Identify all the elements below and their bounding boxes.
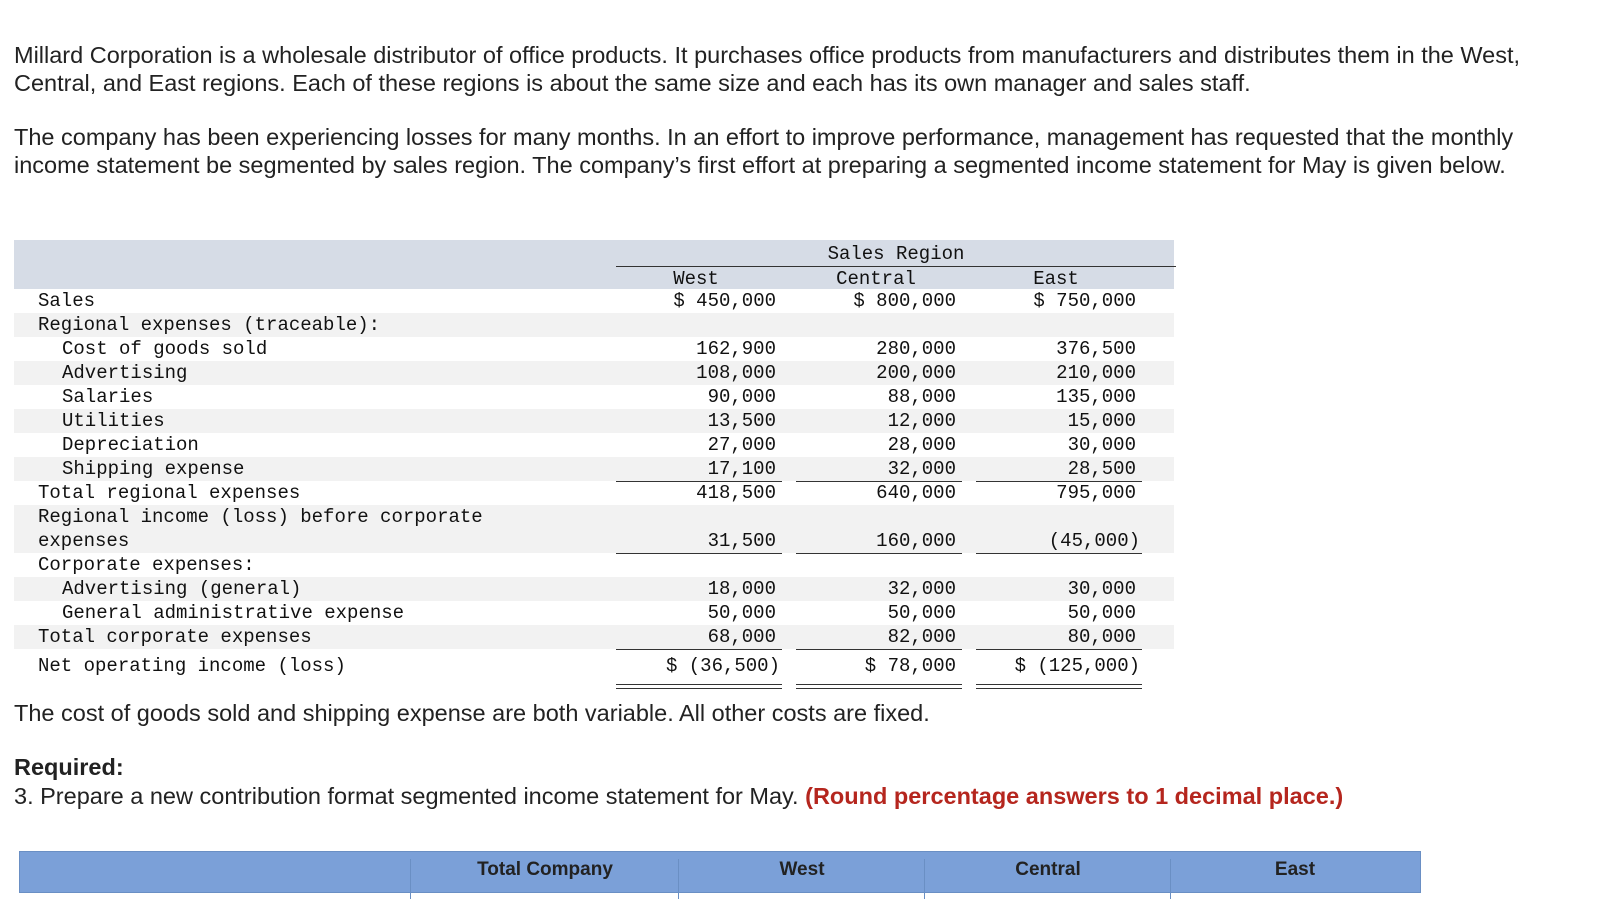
row-label: Utilities [62, 410, 165, 432]
header-rule [616, 266, 1176, 267]
value-central: $ 78,000 [864, 655, 956, 677]
value-east: 30,000 [1067, 434, 1136, 456]
required-instruction [14, 783, 1343, 810]
row-sales [14, 289, 1174, 313]
row-shipping-expense [14, 457, 1174, 481]
value-east: 15,000 [1067, 410, 1136, 432]
row-label [38, 505, 483, 553]
value-central: 200,000 [876, 362, 956, 384]
value-east: 795,000 [1056, 482, 1136, 504]
value-central: 280,000 [876, 338, 956, 360]
answer-col-east: East [1170, 859, 1419, 899]
row-label: Advertising (general) [62, 578, 302, 600]
row-label: General administrative expense [62, 602, 405, 624]
col-header-east: East [1033, 268, 1079, 290]
row-regional-income [14, 505, 1174, 553]
answer-table-header [19, 851, 1421, 893]
value-west: 13,500 [707, 410, 776, 432]
row-label: Corporate expenses: [38, 554, 255, 576]
value-west: 50,000 [707, 602, 776, 624]
value-east: 30,000 [1067, 578, 1136, 600]
row-total-regional-expenses [14, 481, 1174, 505]
col-header-central: Central [836, 268, 916, 290]
value-central: 12,000 [887, 410, 956, 432]
value-central: 50,000 [887, 602, 956, 624]
value-west: 162,900 [696, 338, 776, 360]
value-east: 28,500 [1067, 458, 1136, 480]
value-west: 17,100 [707, 458, 776, 480]
value-west: 108,000 [696, 362, 776, 384]
value-west: 68,000 [707, 626, 776, 648]
value-east: $ (125,000) [1014, 655, 1140, 677]
sales-region-header: Sales Region [827, 243, 965, 265]
row-advertising-general [14, 577, 1174, 601]
row-advertising [14, 361, 1174, 385]
value-west: 90,000 [707, 386, 776, 408]
value-west: 18,000 [707, 578, 776, 600]
answer-col-west: West [678, 859, 925, 899]
value-west: $ (36,500) [665, 655, 780, 677]
value-central: 160,000 [876, 530, 956, 552]
row-label: Depreciation [62, 434, 199, 456]
row-depreciation [14, 433, 1174, 457]
row-corporate-expenses-header [14, 553, 1174, 577]
intro-paragraph-1: Millard Corporation is a wholesale distributor of office products. It purchases office products from manufacturers and distributes them in the West, Central, and East regions. Each of these regions is about the same size and each has its own manager and sales staff. [14, 42, 1521, 96]
instruction-text: 3. Prepare a new contribution format segmented income statement for May. [14, 783, 799, 809]
row-label: Salaries [62, 386, 154, 408]
row-label: Sales [38, 290, 96, 312]
row-total-corporate-expenses [14, 625, 1174, 649]
row-label: Cost of goods sold [62, 338, 268, 360]
row-net-operating-income [14, 649, 1174, 683]
row-label-line-1: Regional income (loss) before corporate [38, 506, 483, 528]
row-cost-of-goods-sold [14, 337, 1174, 361]
value-east: 80,000 [1067, 626, 1136, 648]
row-label: Advertising [62, 362, 188, 384]
segmented-income-statement [14, 240, 1174, 683]
row-regional-expenses-header [14, 313, 1174, 337]
row-salaries [14, 385, 1174, 409]
value-east: $ 750,000 [1033, 290, 1136, 312]
required-heading: Required: [14, 754, 124, 780]
cost-behavior-note: The cost of goods sold and shipping expense are both variable. All other costs are fixed. [14, 700, 930, 726]
value-west: 31,500 [707, 530, 776, 552]
value-east: (45,000) [1048, 530, 1140, 552]
value-east: 210,000 [1056, 362, 1136, 384]
value-east: 376,500 [1056, 338, 1136, 360]
value-central: 28,000 [887, 434, 956, 456]
intro-paragraph-2: The company has been experiencing losses for many months. In an effort to improve performance, management has requested that the monthly income statement be segmented by sales region. The company’s first effort at preparing a segmented income statement for May is given below. [14, 124, 1514, 178]
value-east: 135,000 [1056, 386, 1136, 408]
row-label-line-2: expenses [38, 530, 130, 552]
value-west: 418,500 [696, 482, 776, 504]
answer-col-total-company: Total Company [410, 859, 679, 899]
value-central: 82,000 [887, 626, 956, 648]
value-central: 640,000 [876, 482, 956, 504]
row-utilities [14, 409, 1174, 433]
value-central: 88,000 [887, 386, 956, 408]
answer-col-central: Central [924, 859, 1171, 899]
value-central: 32,000 [887, 578, 956, 600]
row-label: Total regional expenses [38, 482, 301, 504]
value-west: $ 450,000 [673, 290, 776, 312]
row-label: Net operating income (loss) [38, 655, 346, 677]
value-central: 32,000 [887, 458, 956, 480]
value-west: 27,000 [707, 434, 776, 456]
rounding-note: (Round percentage answers to 1 decimal place.) [805, 783, 1344, 809]
value-east: 50,000 [1067, 602, 1136, 624]
statement-header [14, 240, 1174, 289]
col-header-west: West [673, 268, 719, 290]
row-label: Total corporate expenses [38, 626, 312, 648]
row-general-administrative [14, 601, 1174, 625]
value-central: $ 800,000 [853, 290, 956, 312]
row-label: Regional expenses (traceable): [38, 314, 381, 336]
row-label: Shipping expense [62, 458, 245, 480]
